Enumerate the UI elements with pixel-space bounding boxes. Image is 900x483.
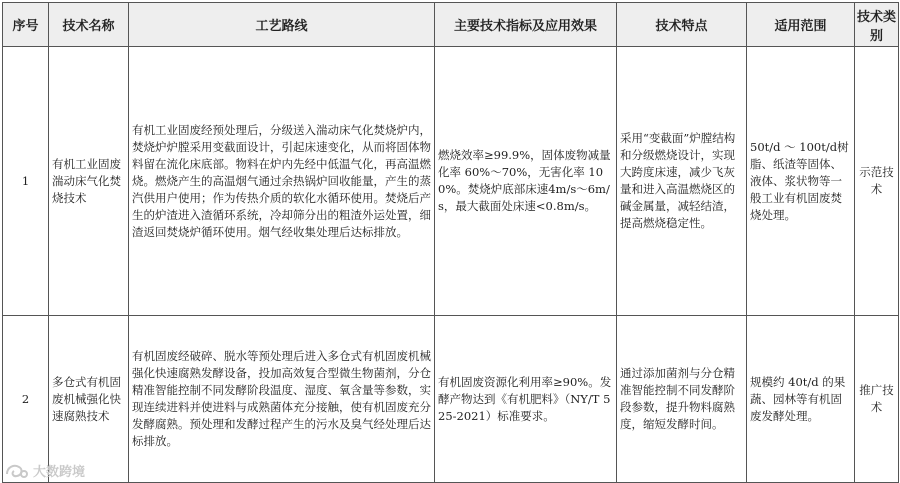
table-row xyxy=(3,47,899,316)
header-category: 技术类别 xyxy=(855,3,899,47)
cell-num: 1 xyxy=(3,47,49,316)
header-indicators: 主要技术指标及应用效果 xyxy=(435,3,617,47)
cell-name: 有机工业固废湍动床气化焚烧技术 xyxy=(49,47,129,316)
table-row xyxy=(3,316,899,483)
header-scope: 适用范围 xyxy=(747,3,855,47)
cell-num: 2 xyxy=(3,316,49,483)
cell-indicators: 有机固废资源化利用率≥90%。发酵产物达到《有机肥料》（NY/T 525-2021）标准要求。 xyxy=(435,316,617,483)
cell-scope: 50t/d ～ 100t/d树脂、纸渣等固体、液体、浆状物等一般工业有机固废焚烧处理。 xyxy=(747,47,855,316)
header-num: 序号 xyxy=(3,3,49,47)
cell-process: 有机工业固废经预处理后，分级送入湍动床气化焚烧炉内，焚烧炉炉膛采用变截面设计，引起床速变化，从而将固体物料留在流化床底部。物料在炉内先经中低温气化，再高温燃烧。燃烧产生的高温烟气通过余热锅炉回收能量，产生的蒸汽供用户使用；作为传热介质的软化水循环使用。焚烧后产生的炉渣进入渣循环系统，冷却筛分出的粗渣外运处置，细渣返回焚烧炉循环使用。烟气经收集处理后达标排放。 xyxy=(129,47,435,316)
cell-process: 有机固废经破碎、脱水等预处理后进入多仓式有机固废机械强化快速腐熟发酵设备，投加高效复合型微生物菌剂，分仓精准智能控制不同发酵阶段温度、湿度、氧含量等参数，实现连续进料并使进料与成熟菌体充分接触，使有机固废充分发酵腐熟。预处理和发酵过程产生的污水及臭气经处理后达标排放。 xyxy=(129,316,435,483)
cell-features: 采用“变截面”炉膛结构和分级燃烧设计，实现大跨度床速，减少飞灰量和进入高温燃烧区的碱金属量，减轻结渣，提高燃烧稳定性。 xyxy=(617,47,747,316)
watermark xyxy=(4,461,85,480)
cell-scope: 规模约 40t/d 的果蔬、园林等有机固废发酵处理。 xyxy=(747,316,855,483)
watermark-logo-icon xyxy=(4,462,30,480)
header-features: 技术特点 xyxy=(617,3,747,47)
cell-category: 示范技术 xyxy=(855,47,899,316)
table-header-row xyxy=(3,3,899,47)
technology-table xyxy=(2,2,899,483)
cell-category: 推广技术 xyxy=(855,316,899,483)
cell-name: 多仓式有机固废机械强化快速腐熟技术 xyxy=(49,316,129,483)
header-process: 工艺路线 xyxy=(129,3,435,47)
cell-indicators: 燃烧效率≥99.9%，固体废物减量化率 60%～70%，无害化率 100%。焚烧炉底部床速4m/s～6m/s，最大截面处床速<0.8m/s。 xyxy=(435,47,617,316)
header-name: 技术名称 xyxy=(49,3,129,47)
cell-features: 通过添加菌剂与分仓精准智能控制不同发酵阶段参数，提升物料腐熟度，缩短发酵时间。 xyxy=(617,316,747,483)
watermark-text: 大数跨境 xyxy=(33,465,86,480)
